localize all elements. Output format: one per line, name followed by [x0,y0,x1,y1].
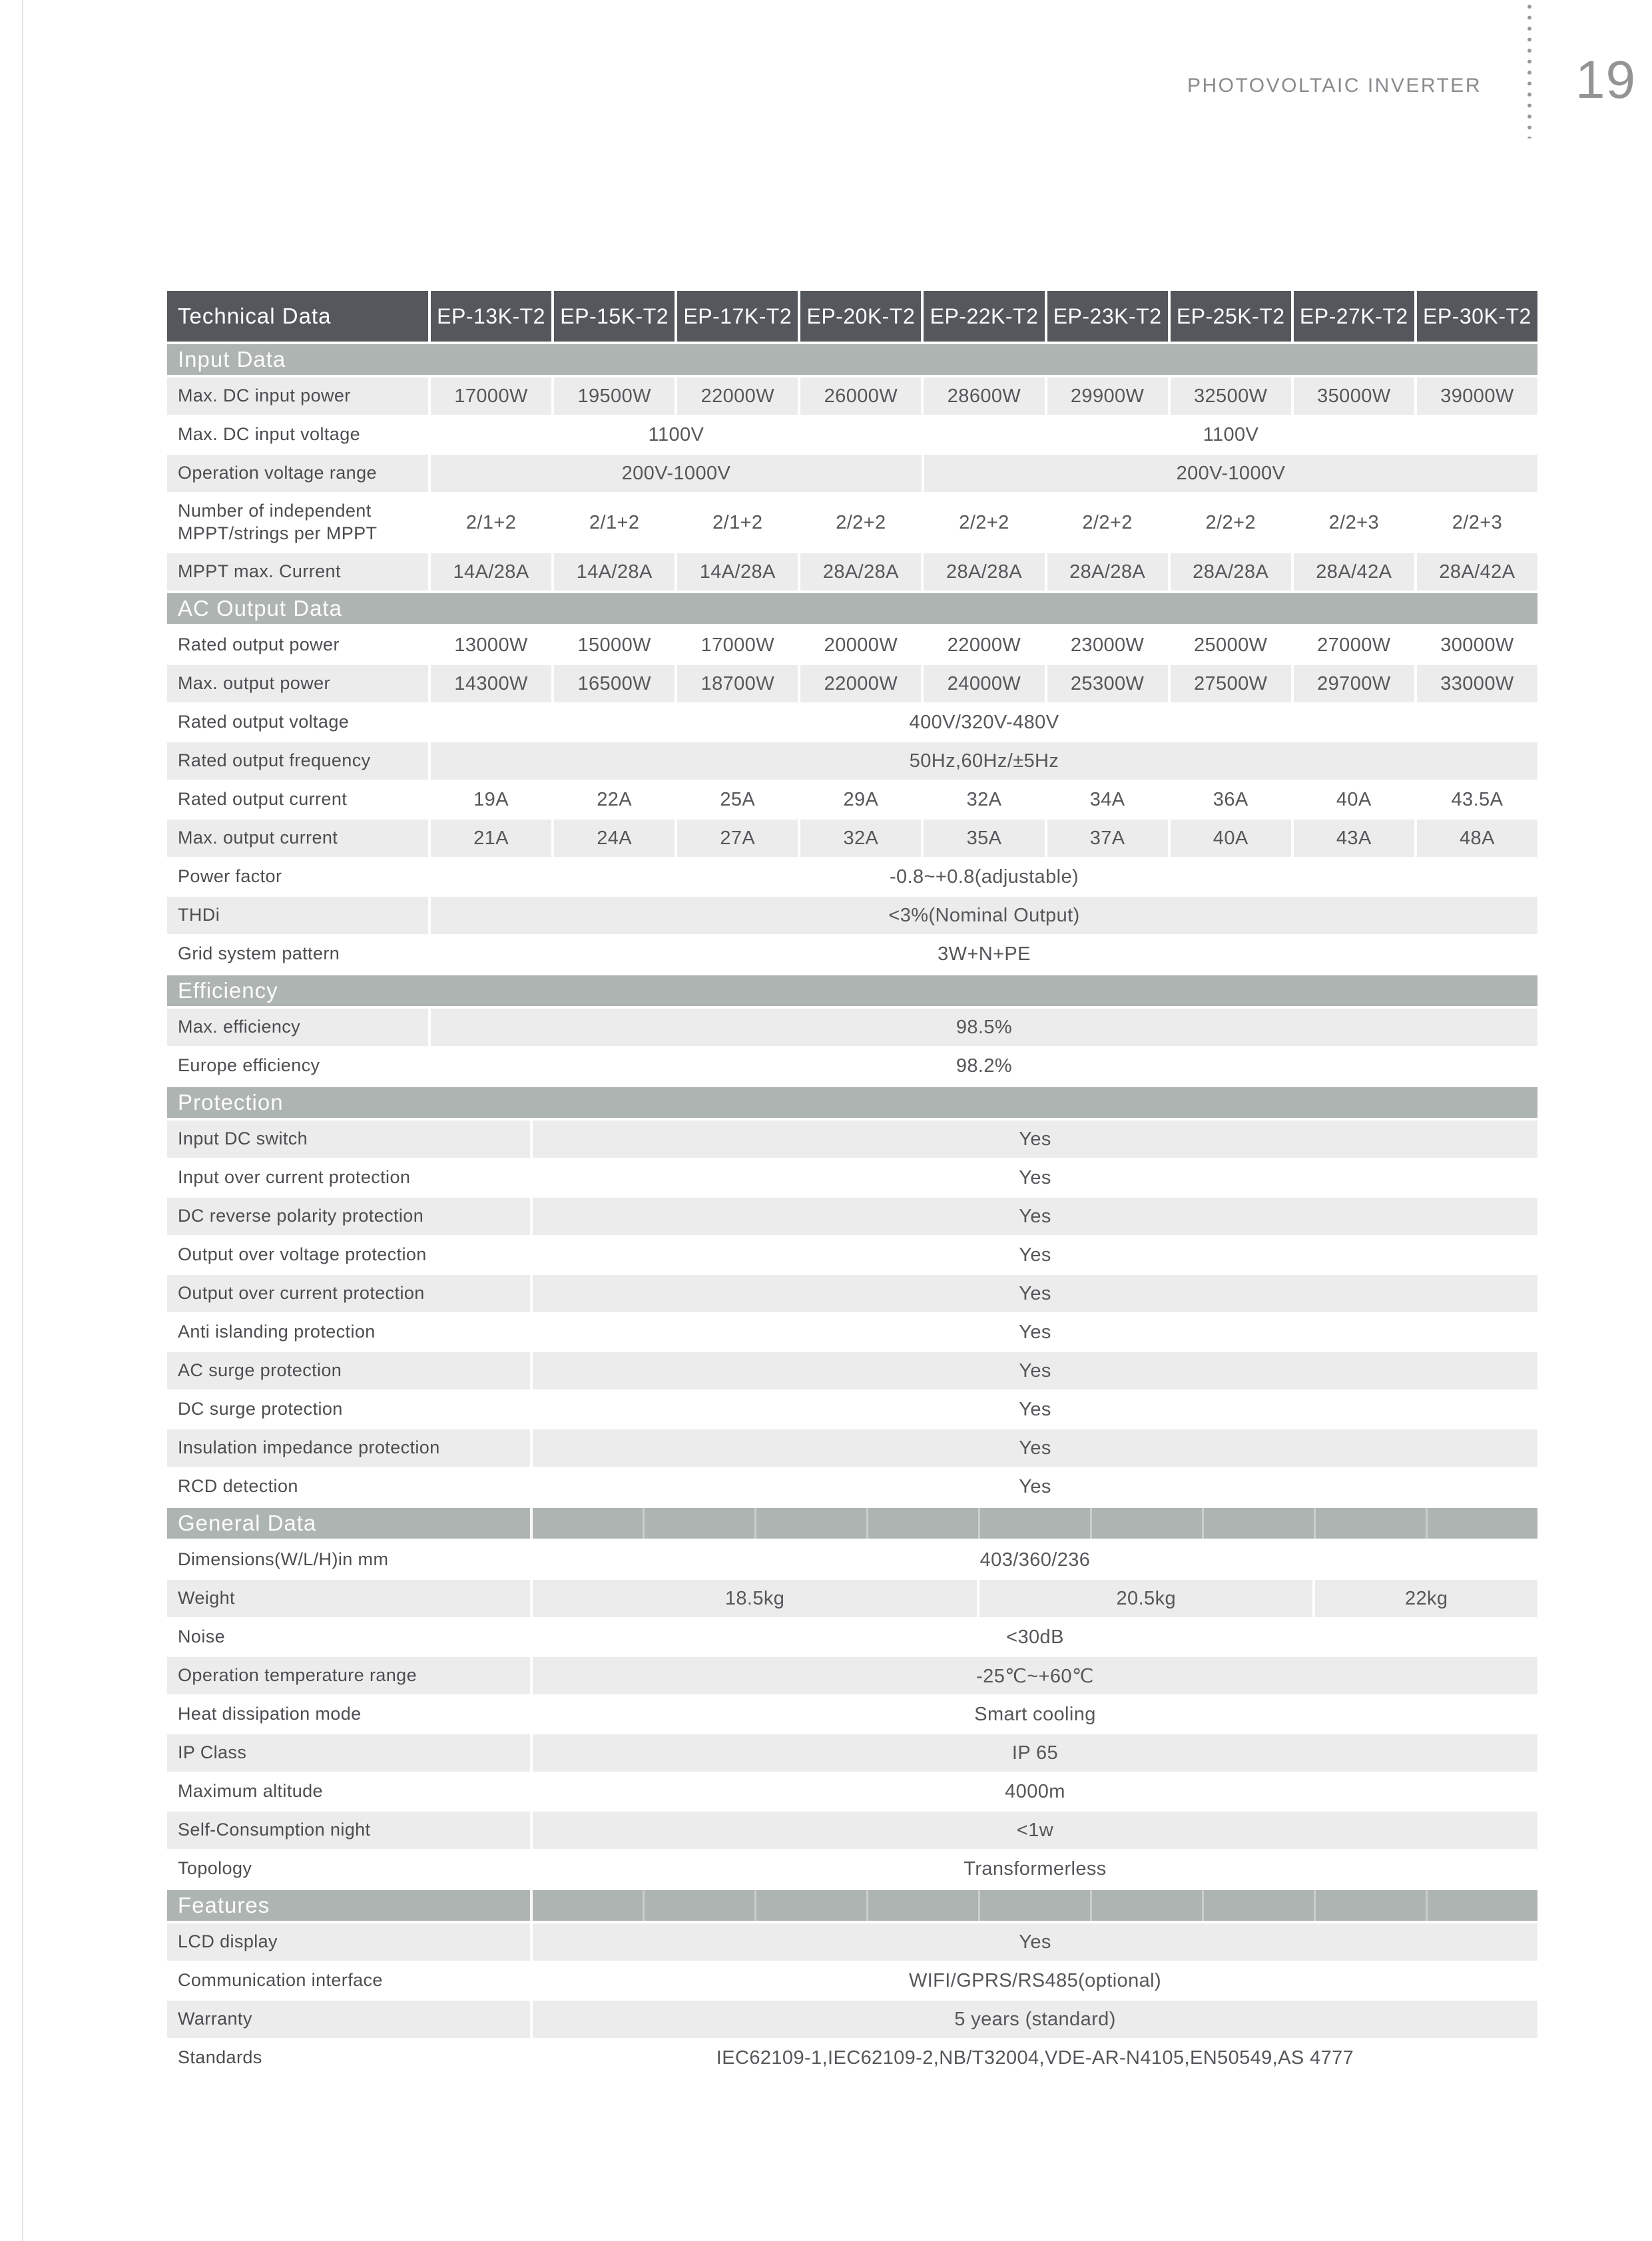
spec-value: 2/2+2 [1082,511,1133,533]
spec-value: 2/2+3 [1452,511,1503,533]
spec-value: 40A [1336,788,1372,810]
spec-values [533,1812,1537,1849]
band-separator [866,1890,978,1921]
spec-label: Europe efficiency [178,1055,320,1076]
spec-label: Rated output power [178,634,340,655]
spec-label: Rated output frequency [167,742,428,780]
spec-value: 33000W [1417,665,1537,702]
spec-label: Max. output power [167,665,428,702]
spec-value: Yes [1019,1398,1051,1420]
band-separator [1202,1890,1314,1921]
spec-value: 19A [473,788,509,810]
spec-values [533,1391,1537,1428]
spec-value: 2/1+2 [712,511,763,533]
spec-value: Yes [1019,1321,1051,1343]
section-band [167,344,1537,375]
spec-value: 14300W [431,665,551,702]
spec-values [533,2039,1537,2077]
spec-value: 22A [597,788,633,810]
spec-row [167,1468,1537,1505]
spec-value: 29900W [1047,377,1168,415]
spec-value: 27A [677,820,798,857]
spec-values [431,416,1537,453]
spec-row [167,553,1537,591]
model-header: EP-15K-T2 [554,291,675,342]
spec-values [533,1580,1537,1617]
spec-label: Noise [178,1626,226,1647]
spec-values [431,781,1537,818]
spec-label: Weight [167,1580,530,1617]
spec-row [167,1159,1537,1196]
band-separator [1314,1890,1426,1921]
spec-value: 17000W [700,634,774,656]
spec-row [167,1850,1537,1887]
spec-row [167,1429,1537,1467]
spec-value: Yes [1019,1244,1051,1266]
spec-row [167,665,1537,702]
spec-value: <1w [533,1812,1537,1849]
spec-value: 3W+N+PE [938,943,1031,965]
spec-value: 23000W [1070,634,1145,656]
spec-row [167,2039,1537,2077]
spec-value: Yes [1019,1475,1051,1497]
spec-row [167,1236,1537,1274]
spec-value: 19500W [554,377,675,415]
section-title: Features [178,1893,270,1917]
spec-row [167,1275,1537,1312]
spec-label: Dimensions(W/L/H)in mm [178,1549,389,1570]
spec-value: -0.8~+0.8(adjustable) [889,866,1079,887]
spec-values [431,858,1537,895]
spec-values [431,665,1537,702]
spec-values [431,1047,1537,1085]
section-band [167,593,1537,624]
spec-value: 37A [1047,820,1168,857]
spec-value: WIFI/GPRS/RS485(optional) [908,1969,1162,1991]
spec-values [533,1734,1537,1772]
spec-values [533,1236,1537,1274]
spec-values [431,935,1537,973]
page-left-rule [22,0,23,2241]
spec-value: 18700W [677,665,798,702]
spec-label: DC reverse polarity protection [167,1198,530,1235]
spec-value: <3%(Nominal Output) [431,897,1537,934]
spec-value: 40A [1171,820,1291,857]
spec-row [167,935,1537,973]
spec-value: 35A [924,820,1044,857]
spec-label: Topology [178,1858,252,1879]
spec-value: IEC62109-1,IEC62109-2,NB/T32004,VDE-AR-N4105,EN50549,AS 4777 [716,2047,1354,2069]
spec-value: 27000W [1317,634,1391,656]
spec-value: 13000W [454,634,528,656]
spec-value: 200V-1000V [431,455,922,492]
spec-row [167,2001,1537,2038]
spec-value: 22kg [1315,1580,1537,1617]
spec-row [167,704,1537,741]
spec-value: 25000W [1194,634,1268,656]
spec-values [533,1468,1537,1505]
spec-value: 1100V [648,423,704,445]
spec-value: 2/2+2 [836,511,886,533]
spec-label: THDi [167,897,428,934]
spec-values [431,897,1537,934]
spec-row [167,1962,1537,1999]
spec-values [533,1429,1537,1467]
spec-label: Power factor [178,866,282,887]
spec-values [431,455,1537,492]
spec-values [533,1962,1537,1999]
section-title: General Data [178,1511,317,1535]
spec-value: 24000W [924,665,1044,702]
band-separators [167,1890,1537,1921]
spec-value: 34A [1089,788,1125,810]
spec-value: 18.5kg [533,1580,977,1617]
spec-values [533,1850,1537,1887]
spec-row [167,1923,1537,1961]
band-separator [530,1508,643,1539]
spec-value: 17000W [431,377,551,415]
spec-values [431,820,1537,857]
spec-value: 28A/28A [1047,553,1168,591]
spec-label: Rated output current [178,789,348,810]
spec-values [431,704,1537,741]
section-title: AC Output Data [178,596,342,621]
spec-label: Insulation impedance protection [167,1429,530,1467]
spec-row [167,1696,1537,1733]
model-header: EP-22K-T2 [924,291,1044,342]
spec-row [167,1812,1537,1849]
spec-value: 98.2% [956,1055,1013,1077]
spec-value: 2/1+2 [589,511,640,533]
spec-value: Yes [533,1923,1537,1961]
spec-value: 32A [800,820,921,857]
spec-row [167,1657,1537,1694]
model-header: EP-25K-T2 [1171,291,1291,342]
spec-value: 400V/320V-480V [909,711,1059,733]
band-separator [754,1890,866,1921]
spec-value: 50Hz,60Hz/±5Hz [431,742,1537,780]
band-separator [866,1508,978,1539]
spec-label: Max. DC input voltage [178,424,361,445]
page-title: PHOTOVOLTAIC INVERTER [1187,75,1482,97]
spec-value: 200V-1000V [924,455,1537,492]
spec-value: 28A/42A [1417,553,1537,591]
spec-values [533,1773,1537,1810]
band-separator [1202,1508,1314,1539]
dotted-divider [1527,4,1532,138]
spec-row [167,416,1537,453]
model-header: EP-27K-T2 [1294,291,1414,342]
spec-value: 27500W [1171,665,1291,702]
spec-row [167,781,1537,818]
spec-label: RCD detection [178,1476,298,1497]
spec-value: 24A [554,820,675,857]
spec-value: 14A/28A [431,553,551,591]
spec-value: 48A [1417,820,1537,857]
band-separator [754,1508,866,1539]
spec-label: Max. efficiency [167,1009,428,1046]
spec-label: Operation temperature range [167,1657,530,1694]
model-header: EP-20K-T2 [800,291,921,342]
spec-value: 25300W [1047,665,1168,702]
spec-label: Heat dissipation mode [178,1704,362,1724]
spec-row [167,820,1537,857]
spec-value: 98.5% [431,1009,1537,1046]
spec-value: 25A [720,788,756,810]
section-title: Efficiency [178,978,278,1003]
spec-value: 26000W [800,377,921,415]
band-separator [978,1508,1090,1539]
spec-label: Operation voltage range [167,455,428,492]
spec-value: 2/1+2 [465,511,517,533]
spec-values [533,1352,1537,1389]
spec-values [431,742,1537,780]
spec-values [533,1657,1537,1694]
band-separator [1426,1890,1537,1921]
spec-values [431,493,1537,552]
spec-value: Transformerless [964,1858,1107,1879]
spec-values [533,1541,1537,1579]
spec-value: 16500W [554,665,675,702]
band-separator [1090,1508,1202,1539]
spec-label: MPPT max. Current [167,553,428,591]
spec-value: 4000m [1005,1780,1065,1802]
spec-value: 29A [843,788,879,810]
spec-value: 14A/28A [677,553,798,591]
model-header: EP-30K-T2 [1417,291,1537,342]
band-separator [1426,1508,1537,1539]
spec-values [431,626,1537,664]
spec-label: Number of independent MPPT/strings per MPPT [178,501,378,543]
spec-value: 28600W [924,377,1044,415]
section-band [167,1508,1537,1539]
band-separator [978,1890,1090,1921]
spec-value: 29700W [1294,665,1414,702]
spec-values [431,553,1537,591]
spec-label: Max. output current [167,820,428,857]
spec-row [167,1773,1537,1810]
spec-row [167,455,1537,492]
spec-values [533,1696,1537,1733]
spec-value: 1100V [1203,423,1259,445]
spec-row [167,897,1537,934]
spec-values [431,377,1537,415]
spec-row [167,1047,1537,1085]
spec-row [167,1009,1537,1046]
band-separator [1090,1890,1202,1921]
spec-value: 28A/28A [924,553,1044,591]
spec-value: 32A [966,788,1002,810]
model-header: EP-23K-T2 [1047,291,1168,342]
spec-value: 32500W [1171,377,1291,415]
spec-values [533,1198,1537,1235]
spec-table [167,291,1537,2078]
spec-value: IP 65 [533,1734,1537,1772]
spec-row [167,493,1537,552]
spec-row [167,1314,1537,1351]
spec-row [167,1352,1537,1389]
band-separators [167,1508,1537,1539]
spec-value: Yes [533,1429,1537,1467]
band-separator [1314,1508,1426,1539]
technical-data-header: Technical Data [167,291,428,342]
spec-value: 30000W [1440,634,1514,656]
spec-label: LCD display [167,1923,530,1961]
spec-label: Output over voltage protection [178,1244,427,1265]
spec-value: 2/2+3 [1328,511,1380,533]
spec-value: 22000W [800,665,921,702]
model-header: EP-17K-T2 [677,291,798,342]
spec-value: Yes [533,1120,1537,1158]
spec-label: AC surge protection [167,1352,530,1389]
spec-value: 22000W [677,377,798,415]
spec-row [167,1580,1537,1617]
spec-value: Yes [533,1275,1537,1312]
spec-row [167,626,1537,664]
spec-row [167,1120,1537,1158]
spec-label: Communication interface [178,1970,383,1991]
spec-label: Max. DC input power [167,377,428,415]
spec-value: 28A/42A [1294,553,1414,591]
band-separator [530,1890,643,1921]
spec-label: Standards [178,2047,262,2068]
spec-values [533,2001,1537,2038]
spec-row [167,858,1537,895]
spec-value: 22000W [947,634,1021,656]
spec-value: 21A [431,820,551,857]
spec-value: Yes [533,1198,1537,1235]
spec-label: Self-Consumption night [167,1812,530,1849]
spec-label: Warranty [167,2001,530,2038]
spec-label: DC surge protection [178,1399,343,1419]
spec-value: 14A/28A [554,553,675,591]
spec-values [431,1009,1537,1046]
spec-value: 2/2+2 [1205,511,1256,533]
spec-row [167,1618,1537,1656]
page-number: 19 [1575,50,1636,109]
spec-values [533,1618,1537,1656]
spec-row [167,1391,1537,1428]
section-title: Protection [178,1090,284,1115]
spec-value: 2/2+2 [959,511,1009,533]
section-band [167,975,1537,1006]
spec-label: Anti islanding protection [178,1322,376,1342]
spec-values [533,1159,1537,1196]
spec-value: 36A [1213,788,1248,810]
spec-value: -25℃~+60℃ [533,1657,1537,1694]
spec-row [167,1541,1537,1579]
spec-label: Grid system pattern [178,943,340,964]
spec-label: Input DC switch [167,1120,530,1158]
band-separator [643,1890,754,1921]
section-band [167,1087,1537,1118]
spec-value: 28A/28A [800,553,921,591]
spec-value: 43.5A [1451,788,1504,810]
spec-row [167,1198,1537,1235]
spec-value: 28A/28A [1171,553,1291,591]
spec-label: Output over current protection [167,1275,530,1312]
spec-value: Yes [1019,1166,1051,1188]
spec-value: Yes [533,1352,1537,1389]
spec-row [167,1734,1537,1772]
model-header: EP-13K-T2 [431,291,551,342]
spec-value: 403/360/236 [979,1549,1091,1571]
spec-value: 35000W [1294,377,1414,415]
spec-label: Maximum altitude [178,1781,323,1802]
spec-value: 15000W [577,634,651,656]
spec-value: <30dB [1006,1626,1064,1648]
spec-value: Smart cooling [974,1703,1096,1725]
spec-value: 39000W [1417,377,1537,415]
spec-value: 5 years (standard) [533,2001,1537,2038]
spec-value: 20000W [824,634,898,656]
spec-values [533,1923,1537,1961]
section-title: Input Data [178,347,286,372]
spec-row [167,377,1537,415]
spec-value: 20.5kg [979,1580,1312,1617]
spec-values [533,1120,1537,1158]
spec-label: Input over current protection [178,1167,411,1188]
spec-row [167,742,1537,780]
spec-label: Rated output voltage [178,712,350,732]
spec-value: 43A [1294,820,1414,857]
spec-label: IP Class [167,1734,530,1772]
spec-values [533,1314,1537,1351]
spec-values [533,1275,1537,1312]
section-band [167,1890,1537,1921]
band-separator [643,1508,754,1539]
table-header-row [167,291,1537,342]
